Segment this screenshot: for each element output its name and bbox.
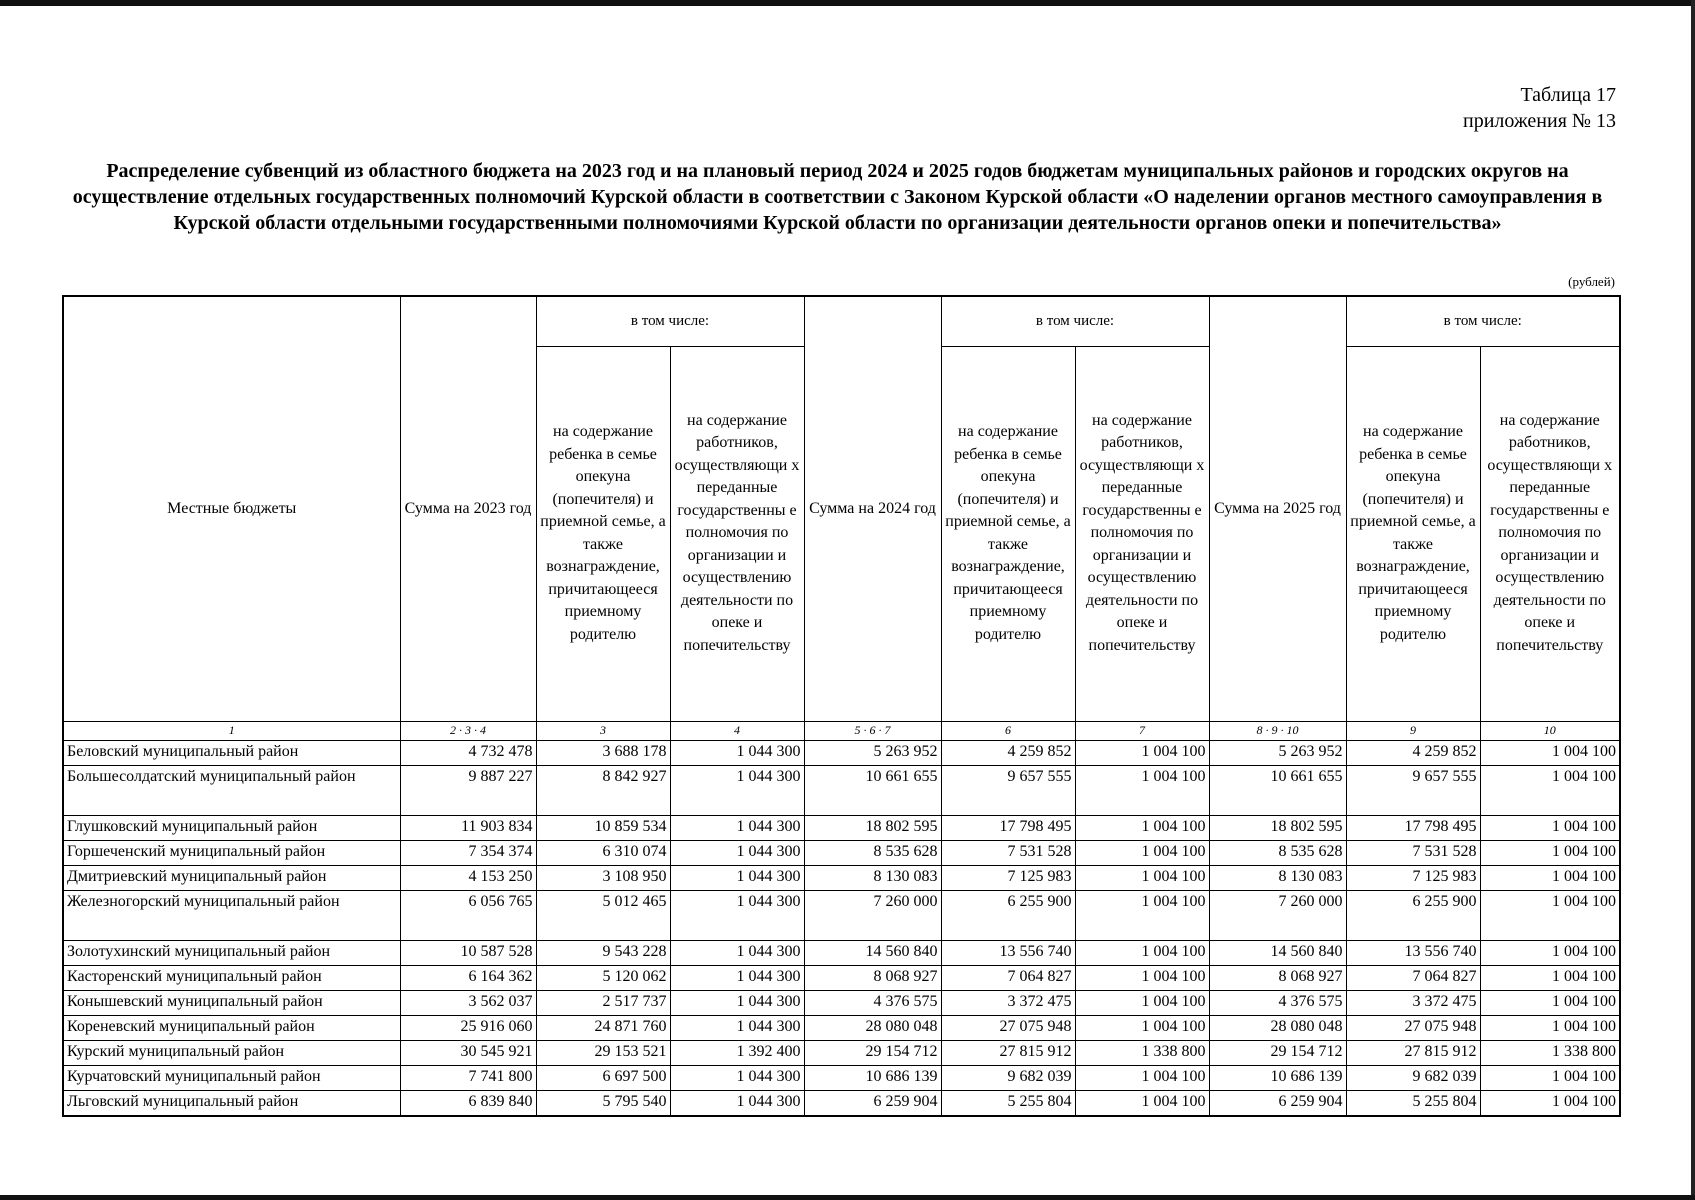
- amount-cell: 4 259 852: [941, 740, 1075, 765]
- budget-name-cell: Кореневский муниципальный район: [63, 1015, 400, 1040]
- appendix-number: приложения № 13: [1462, 110, 1616, 132]
- amount-cell: 10 587 528: [400, 940, 536, 965]
- amount-cell: 1 004 100: [1480, 840, 1620, 865]
- budget-name-cell: Большесолдатский муниципальный район: [63, 765, 400, 815]
- amount-cell: 1 004 100: [1075, 1065, 1209, 1090]
- budget-name-cell: Горшеченский муниципальный район: [63, 840, 400, 865]
- amount-cell: 18 802 595: [1209, 815, 1346, 840]
- amount-cell: 30 545 921: [400, 1040, 536, 1065]
- budget-name-cell: Курский муниципальный район: [63, 1040, 400, 1065]
- subvention-table: [62, 295, 1621, 1117]
- budget-name-cell: Глушковский муниципальный район: [63, 815, 400, 840]
- header-including-2024: в том числе:: [941, 296, 1209, 346]
- amount-cell: 9 543 228: [536, 940, 670, 965]
- amount-cell: 1 004 100: [1480, 740, 1620, 765]
- amount-cell: 17 798 495: [941, 815, 1075, 840]
- amount-cell: 3 372 475: [1346, 990, 1480, 1015]
- amount-cell: 27 815 912: [1346, 1040, 1480, 1065]
- header-sum-2024: Сумма на 2024 год: [804, 296, 941, 721]
- amount-cell: 29 153 521: [536, 1040, 670, 1065]
- amount-cell: 9 657 555: [1346, 765, 1480, 815]
- column-index: 3: [536, 721, 670, 740]
- amount-cell: 1 004 100: [1480, 1065, 1620, 1090]
- scan-border-bottom: [0, 1195, 1695, 1200]
- amount-cell: 4 376 575: [1209, 990, 1346, 1015]
- scan-border-right: [1691, 0, 1695, 1200]
- document-title: Распределение субвенций из областного бюджета на 2023 год и на плановый период 2024 и 2025 годов бюджетам муниципальных районов и городских округов на осуществление отдельных государственных полномочий Курской области в соответствии с Законом Курской области «О наделении органов местного самоуправления в Курской области отдельными государственными полномочиями Курской области по организации деятельности органов опеки и попечительства»: [72, 160, 1603, 234]
- amount-cell: 1 004 100: [1480, 1015, 1620, 1040]
- table-row: [63, 990, 1620, 1015]
- amount-cell: 10 661 655: [804, 765, 941, 815]
- header-child-2025: на содержание ребенка в семье опекуна (попечителя) и приемной семье, а также вознаграждение, причитающееся приемному родителю: [1346, 346, 1480, 721]
- column-index: 10: [1480, 721, 1620, 740]
- amount-cell: 28 080 048: [1209, 1015, 1346, 1040]
- amount-cell: 1 004 100: [1075, 1090, 1209, 1116]
- column-index: 9: [1346, 721, 1480, 740]
- amount-cell: 7 125 983: [1346, 865, 1480, 890]
- column-index: 1: [63, 721, 400, 740]
- header-including-2025: в том числе:: [1346, 296, 1620, 346]
- amount-cell: 5 120 062: [536, 965, 670, 990]
- amount-cell: 10 686 139: [1209, 1065, 1346, 1090]
- budget-name-cell: Курчатовский муниципальный район: [63, 1065, 400, 1090]
- amount-cell: 10 661 655: [1209, 765, 1346, 815]
- amount-cell: 1 004 100: [1075, 740, 1209, 765]
- table-row: [63, 1065, 1620, 1090]
- amount-cell: 4 732 478: [400, 740, 536, 765]
- amount-cell: 3 372 475: [941, 990, 1075, 1015]
- units-label: (рублей): [1568, 274, 1615, 289]
- amount-cell: 8 535 628: [1209, 840, 1346, 865]
- amount-cell: 1 004 100: [1075, 890, 1209, 940]
- amount-cell: 6 164 362: [400, 965, 536, 990]
- budget-name-cell: Дмитриевский муниципальный район: [63, 865, 400, 890]
- header-including-2023: в том числе:: [536, 296, 804, 346]
- amount-cell: 8 068 927: [804, 965, 941, 990]
- amount-cell: 1 004 100: [1075, 765, 1209, 815]
- amount-cell: 3 562 037: [400, 990, 536, 1015]
- amount-cell: 1 044 300: [670, 865, 804, 890]
- amount-cell: 6 255 900: [941, 890, 1075, 940]
- budget-name-cell: Льговский муниципальный район: [63, 1090, 400, 1116]
- amount-cell: 1 004 100: [1480, 890, 1620, 940]
- amount-cell: 1 004 100: [1075, 940, 1209, 965]
- amount-cell: 6 839 840: [400, 1090, 536, 1116]
- table-row: [63, 815, 1620, 840]
- table-row: [63, 940, 1620, 965]
- amount-cell: 4 153 250: [400, 865, 536, 890]
- budget-name-cell: Касторенский муниципальный район: [63, 965, 400, 990]
- amount-cell: 7 260 000: [1209, 890, 1346, 940]
- amount-cell: 14 560 840: [804, 940, 941, 965]
- amount-cell: 6 056 765: [400, 890, 536, 940]
- column-index: 6: [941, 721, 1075, 740]
- column-index: 7: [1075, 721, 1209, 740]
- amount-cell: 9 657 555: [941, 765, 1075, 815]
- column-index: 4: [670, 721, 804, 740]
- amount-cell: 5 255 804: [1346, 1090, 1480, 1116]
- table-reference: [1463, 82, 1616, 134]
- column-index-row: [63, 721, 1620, 740]
- amount-cell: 27 075 948: [941, 1015, 1075, 1040]
- amount-cell: 1 004 100: [1075, 815, 1209, 840]
- header-staff-2024: на содержание работников, осуществляющи х переданные государственны е полномочия по организации и осуществлению деятельности по опеке и попечительству: [1075, 346, 1209, 721]
- amount-cell: 1 004 100: [1480, 940, 1620, 965]
- amount-cell: 24 871 760: [536, 1015, 670, 1040]
- amount-cell: 1 044 300: [670, 890, 804, 940]
- amount-cell: 6 255 900: [1346, 890, 1480, 940]
- table-row: [63, 765, 1620, 815]
- table-row: [63, 890, 1620, 940]
- budget-name-cell: Железногорский муниципальный район: [63, 890, 400, 940]
- amount-cell: 7 125 983: [941, 865, 1075, 890]
- column-index: 8 · 9 · 10: [1209, 721, 1346, 740]
- amount-cell: 1 044 300: [670, 940, 804, 965]
- amount-cell: 9 887 227: [400, 765, 536, 815]
- amount-cell: 1 044 300: [670, 740, 804, 765]
- amount-cell: 1 338 800: [1480, 1040, 1620, 1065]
- header-staff-2023: на содержание работников, осуществляющи х переданные государственны е полномочия по организации и осуществлению деятельности по опеке и попечительству: [670, 346, 804, 721]
- table-row: [63, 1090, 1620, 1116]
- amount-cell: 5 263 952: [804, 740, 941, 765]
- amount-cell: 1 004 100: [1075, 865, 1209, 890]
- amount-cell: 9 682 039: [1346, 1065, 1480, 1090]
- header-child-2024: на содержание ребенка в семье опекуна (попечителя) и приемной семье, а также вознаграждение, причитающееся приемному родителю: [941, 346, 1075, 721]
- amount-cell: 1 044 300: [670, 765, 804, 815]
- amount-cell: 1 044 300: [670, 1015, 804, 1040]
- amount-cell: 1 004 100: [1480, 815, 1620, 840]
- amount-cell: 5 263 952: [1209, 740, 1346, 765]
- amount-cell: 13 556 740: [1346, 940, 1480, 965]
- amount-cell: 8 535 628: [804, 840, 941, 865]
- table-number: Таблица 17: [1520, 84, 1616, 106]
- table-row: [63, 965, 1620, 990]
- amount-cell: 8 068 927: [1209, 965, 1346, 990]
- amount-cell: 4 376 575: [804, 990, 941, 1015]
- amount-cell: 1 004 100: [1480, 990, 1620, 1015]
- amount-cell: 3 688 178: [536, 740, 670, 765]
- header-row-1: [63, 296, 1620, 346]
- table-body: [63, 740, 1620, 1116]
- amount-cell: 7 064 827: [1346, 965, 1480, 990]
- amount-cell: 8 130 083: [1209, 865, 1346, 890]
- header-sum-2025: Сумма на 2025 год: [1209, 296, 1346, 721]
- amount-cell: 7 531 528: [941, 840, 1075, 865]
- table-row: [63, 1015, 1620, 1040]
- amount-cell: 8 842 927: [536, 765, 670, 815]
- amount-cell: 1 004 100: [1480, 865, 1620, 890]
- amount-cell: 7 531 528: [1346, 840, 1480, 865]
- amount-cell: 14 560 840: [1209, 940, 1346, 965]
- table-row: [63, 1040, 1620, 1065]
- amount-cell: 3 108 950: [536, 865, 670, 890]
- amount-cell: 1 044 300: [670, 1090, 804, 1116]
- amount-cell: 1 044 300: [670, 840, 804, 865]
- amount-cell: 2 517 737: [536, 990, 670, 1015]
- amount-cell: 17 798 495: [1346, 815, 1480, 840]
- budget-name-cell: Конышевский муниципальный район: [63, 990, 400, 1015]
- amount-cell: 13 556 740: [941, 940, 1075, 965]
- amount-cell: 1 004 100: [1480, 1090, 1620, 1116]
- amount-cell: 25 916 060: [400, 1015, 536, 1040]
- amount-cell: 1 004 100: [1075, 965, 1209, 990]
- amount-cell: 28 080 048: [804, 1015, 941, 1040]
- column-index: 2 · 3 · 4: [400, 721, 536, 740]
- amount-cell: 9 682 039: [941, 1065, 1075, 1090]
- amount-cell: 7 260 000: [804, 890, 941, 940]
- scan-border-top: [0, 0, 1695, 6]
- table-row: [63, 740, 1620, 765]
- amount-cell: 11 903 834: [400, 815, 536, 840]
- amount-cell: 1 044 300: [670, 815, 804, 840]
- amount-cell: 5 012 465: [536, 890, 670, 940]
- amount-cell: 1 338 800: [1075, 1040, 1209, 1065]
- amount-cell: 6 697 500: [536, 1065, 670, 1090]
- amount-cell: 1 044 300: [670, 990, 804, 1015]
- amount-cell: 7 354 374: [400, 840, 536, 865]
- amount-cell: 27 075 948: [1346, 1015, 1480, 1040]
- amount-cell: 1 004 100: [1075, 990, 1209, 1015]
- amount-cell: 5 255 804: [941, 1090, 1075, 1116]
- header-staff-2025: на содержание работников, осуществляющи х переданные государственны е полномочия по организации и осуществлению деятельности по опеке и попечительству: [1480, 346, 1620, 721]
- amount-cell: 6 259 904: [804, 1090, 941, 1116]
- column-index: 5 · 6 · 7: [804, 721, 941, 740]
- amount-cell: 1 044 300: [670, 1065, 804, 1090]
- amount-cell: 1 044 300: [670, 965, 804, 990]
- amount-cell: 7 064 827: [941, 965, 1075, 990]
- amount-cell: 1 392 400: [670, 1040, 804, 1065]
- amount-cell: 8 130 083: [804, 865, 941, 890]
- table-row: [63, 840, 1620, 865]
- table-row: [63, 865, 1620, 890]
- amount-cell: 4 259 852: [1346, 740, 1480, 765]
- budget-name-cell: Беловский муниципальный район: [63, 740, 400, 765]
- budget-name-cell: Золотухинский муниципальный район: [63, 940, 400, 965]
- amount-cell: 18 802 595: [804, 815, 941, 840]
- amount-cell: 1 004 100: [1075, 840, 1209, 865]
- amount-cell: 7 741 800: [400, 1065, 536, 1090]
- amount-cell: 1 004 100: [1480, 765, 1620, 815]
- amount-cell: 10 859 534: [536, 815, 670, 840]
- header-sum-2023: Сумма на 2023 год: [400, 296, 536, 721]
- amount-cell: 29 154 712: [804, 1040, 941, 1065]
- header-local-budgets: Местные бюджеты: [63, 296, 400, 721]
- amount-cell: 5 795 540: [536, 1090, 670, 1116]
- amount-cell: 6 310 074: [536, 840, 670, 865]
- amount-cell: 27 815 912: [941, 1040, 1075, 1065]
- header-child-2023: на содержание ребенка в семье опекуна (попечителя) и приемной семье, а также вознаграждение, причитающееся приемному родителю: [536, 346, 670, 721]
- amount-cell: 10 686 139: [804, 1065, 941, 1090]
- amount-cell: 29 154 712: [1209, 1040, 1346, 1065]
- amount-cell: 1 004 100: [1075, 1015, 1209, 1040]
- amount-cell: 6 259 904: [1209, 1090, 1346, 1116]
- amount-cell: 1 004 100: [1480, 965, 1620, 990]
